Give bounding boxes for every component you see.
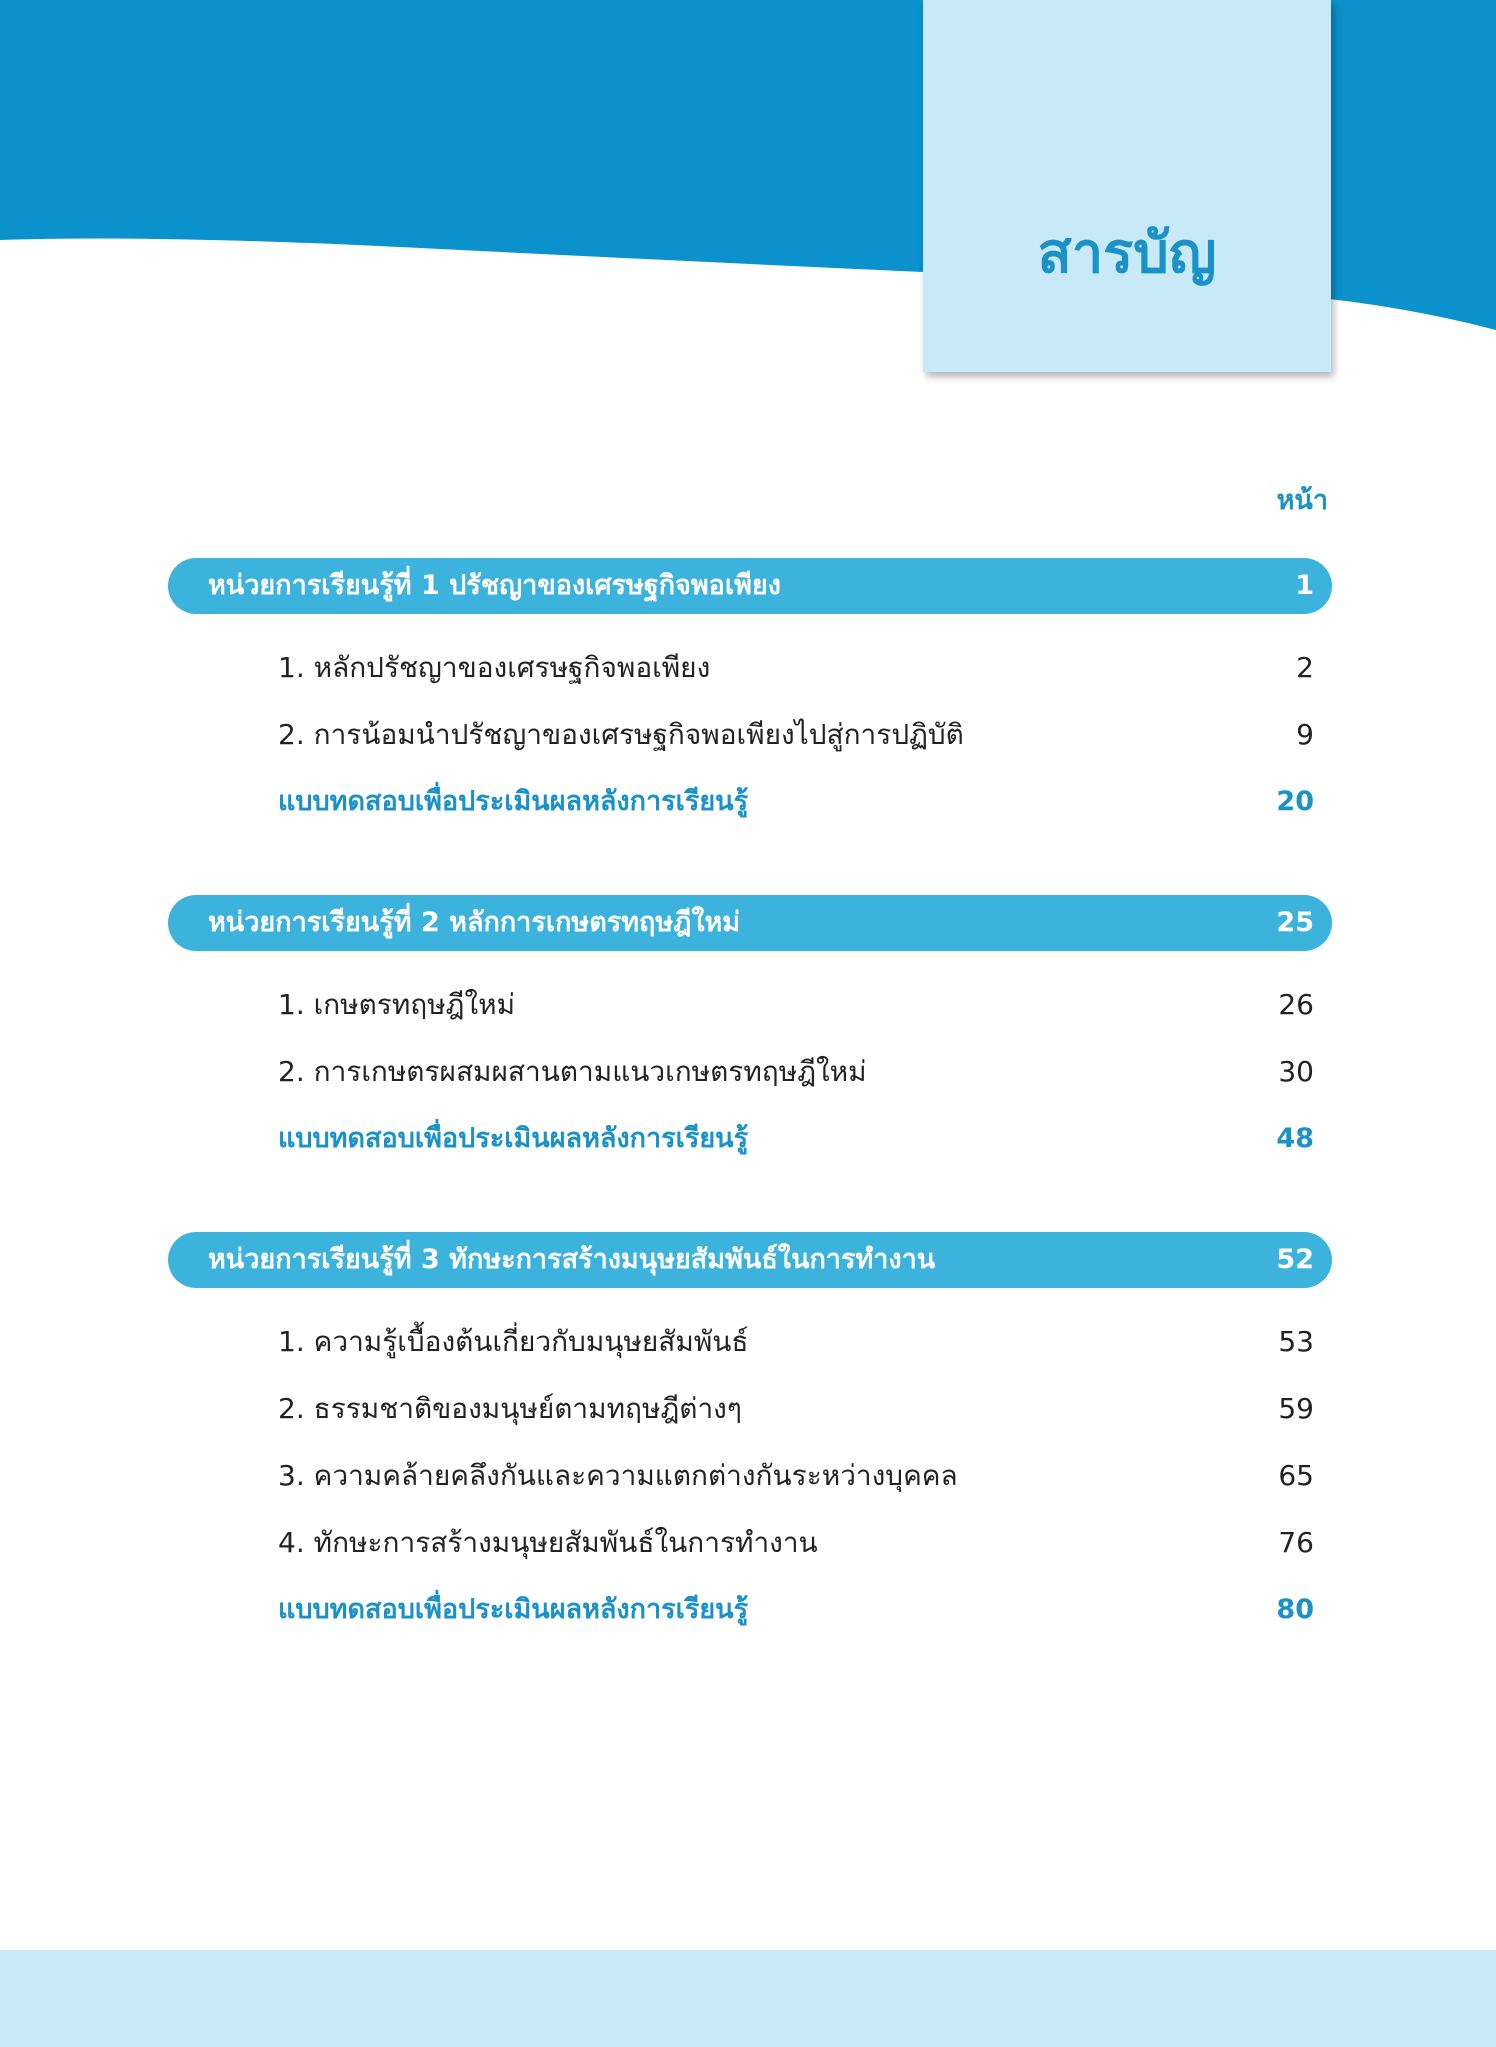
footer-band: [0, 1950, 1496, 2047]
toc-entry-page: 76: [1278, 1526, 1314, 1559]
toc-entry[interactable]: [278, 1047, 1314, 1097]
toc-entry-label: 1. หลักปรัชญาของเศรษฐกิจพอเพียง: [278, 651, 711, 684]
toc-entry-page: 48: [1276, 1123, 1314, 1154]
toc-entry-page: 80: [1276, 1594, 1314, 1625]
unit-page-number: 25: [1276, 907, 1314, 938]
toc-entry[interactable]: [278, 980, 1314, 1030]
title-tab: [923, 0, 1331, 372]
toc-entry-page: 30: [1278, 1055, 1314, 1088]
toc-entry-label: 4. ทักษะการสร้างมนุษยสัมพันธ์ในการทำงาน: [278, 1526, 818, 1559]
toc-entry-page: 53: [1278, 1325, 1314, 1358]
unit-1-header[interactable]: [168, 558, 1332, 614]
toc-entry-page: 65: [1278, 1459, 1314, 1492]
toc-entry[interactable]: [278, 1317, 1314, 1367]
toc-entry-label: 3. ความคล้ายคลึงกันและความแตกต่างกันระหว่างบุคคล: [278, 1459, 958, 1492]
unit-title: หน่วยการเรียนรู้ที่ 2 หลักการเกษตรทฤษฎีใหม่: [208, 907, 741, 938]
toc-entry[interactable]: [278, 1451, 1314, 1501]
toc-entry-post-test[interactable]: [278, 777, 1314, 827]
toc-entry-label: 2. การน้อมนำปรัชญาของเศรษฐกิจพอเพียงไปสู่การปฏิบัติ: [278, 718, 964, 751]
toc-entry-label: 1. ความรู้เบื้องต้นเกี่ยวกับมนุษยสัมพันธ์: [278, 1325, 749, 1358]
toc-entry-page: 59: [1278, 1392, 1314, 1425]
unit-page-number: 1: [1295, 570, 1314, 601]
toc-entry-label: 2. ธรรมชาติของมนุษย์ตามทฤษฎีต่างๆ: [278, 1392, 742, 1425]
toc-entry[interactable]: [278, 643, 1314, 693]
toc-entry-label: แบบทดสอบเพื่อประเมินผลหลังการเรียนรู้: [278, 1123, 749, 1154]
toc-entry-page: 20: [1276, 786, 1314, 817]
toc-entry-label: แบบทดสอบเพื่อประเมินผลหลังการเรียนรู้: [278, 786, 749, 817]
toc-entry-label: 1. เกษตรทฤษฎีใหม่: [278, 988, 516, 1021]
toc-entry-label: แบบทดสอบเพื่อประเมินผลหลังการเรียนรู้: [278, 1594, 749, 1625]
toc-entry-page: 2: [1296, 651, 1314, 684]
toc-entry[interactable]: [278, 1518, 1314, 1568]
toc-entry-page: 9: [1296, 718, 1314, 751]
unit-page-number: 52: [1276, 1244, 1314, 1275]
unit-2-header[interactable]: [168, 895, 1332, 951]
page-column-label: หน้า: [1276, 485, 1328, 516]
toc-entry-label: 2. การเกษตรผสมผสานตามแนวเกษตรทฤษฎีใหม่: [278, 1055, 867, 1088]
unit-title: หน่วยการเรียนรู้ที่ 1 ปรัชญาของเศรษฐกิจพอเพียง: [208, 570, 781, 601]
page-title: สารบัญ: [1037, 221, 1217, 286]
unit-3-header[interactable]: [168, 1232, 1332, 1288]
toc-entry-post-test[interactable]: [278, 1114, 1314, 1164]
toc-entry[interactable]: [278, 710, 1314, 760]
toc-entry-post-test[interactable]: [278, 1585, 1314, 1635]
unit-title: หน่วยการเรียนรู้ที่ 3 ทักษะการสร้างมนุษยสัมพันธ์ในการทำงาน: [208, 1244, 936, 1275]
toc-entry[interactable]: [278, 1384, 1314, 1434]
toc-entry-page: 26: [1278, 988, 1314, 1021]
